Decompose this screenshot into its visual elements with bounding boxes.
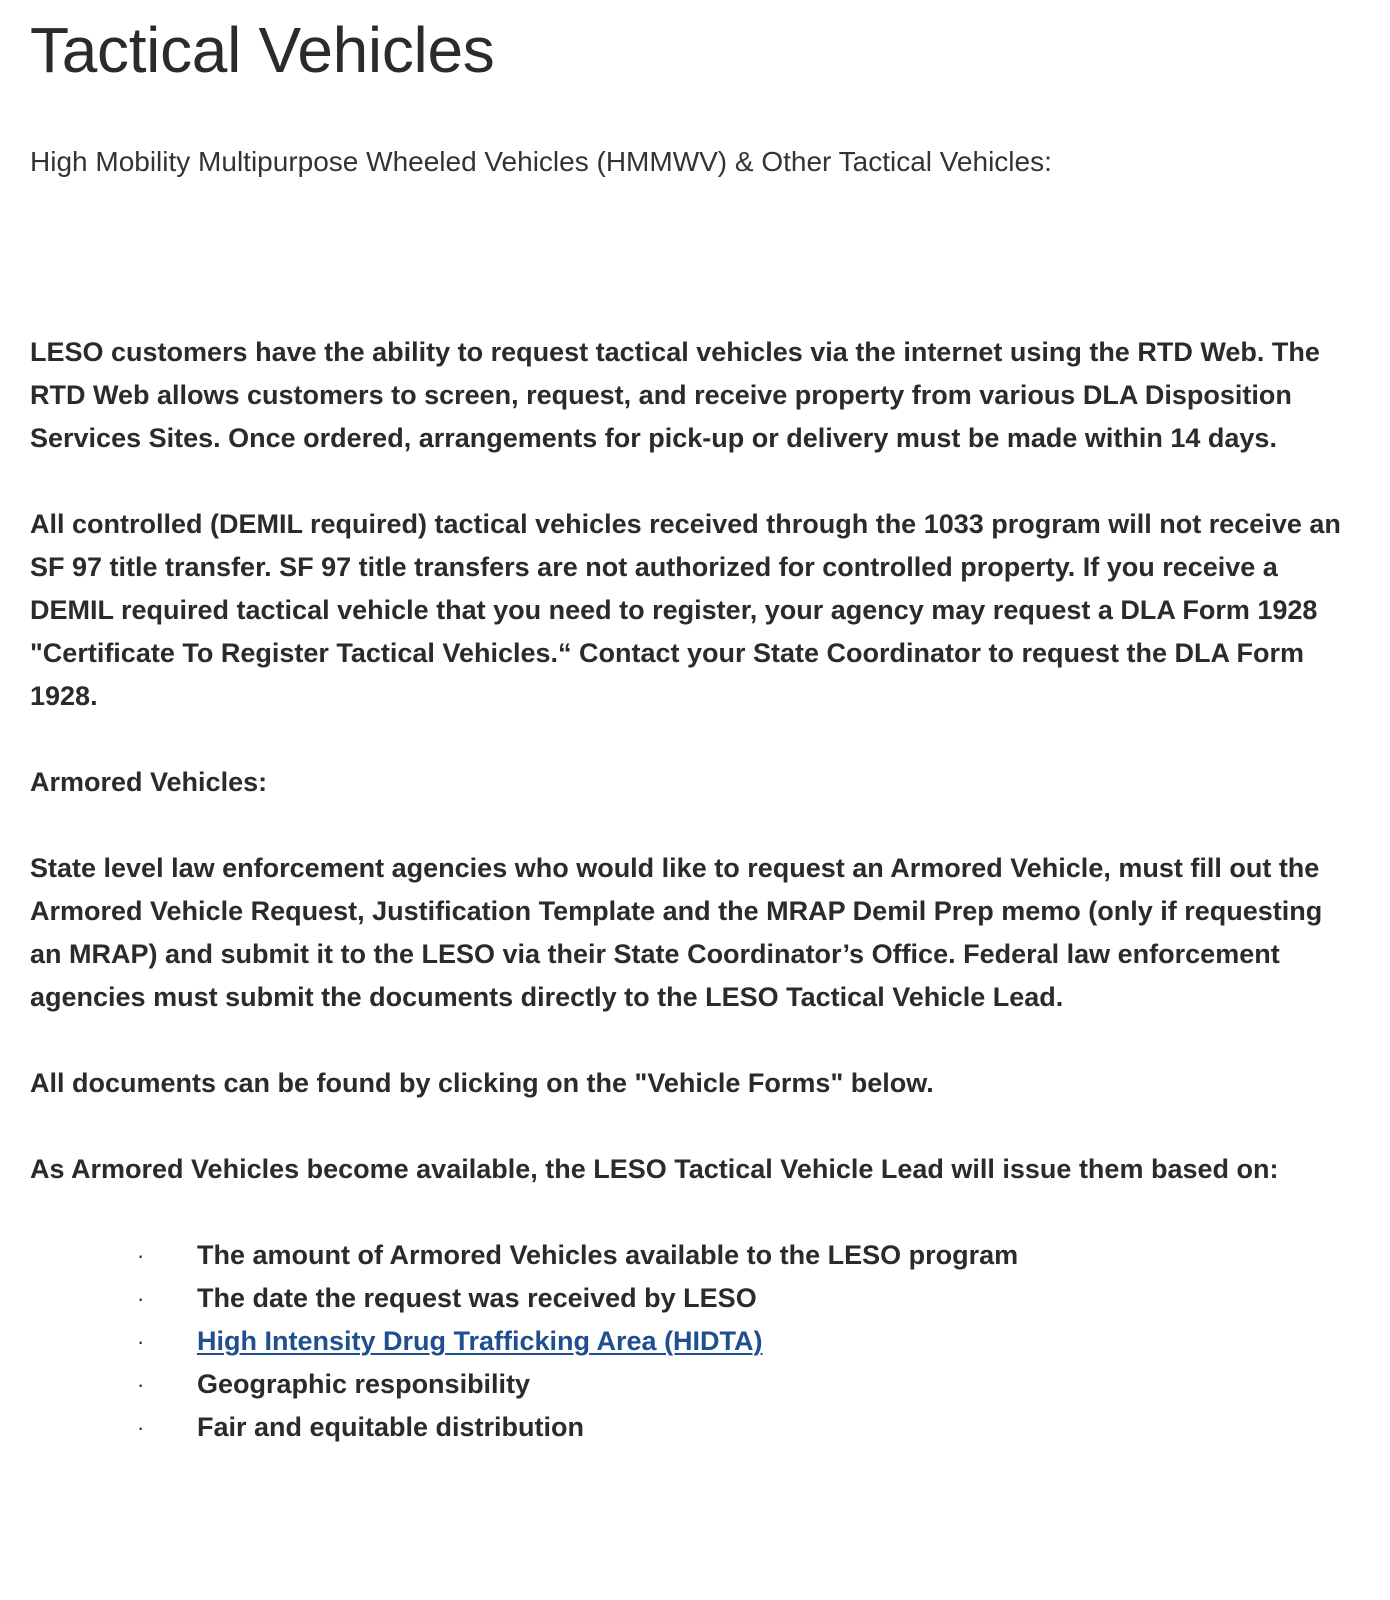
list-item-availability — [30, 1234, 1360, 1277]
bullet-icon: · — [137, 1415, 145, 1440]
paragraph-armored-request: State level law enforcement agencies who would like to request an Armored Vehicle, must fill out the Armored Vehicle Request, Justification Template and the MRAP Demil Prep memo (only if requesting an MRAP) and submit it to the LESO via their State Coordinator’s Office. Federal law enforcement agencies must submit the documents directly to the LESO Tactical Vehicle Lead. — [30, 853, 1323, 1012]
paragraph-title-transfer: All controlled (DEMIL required) tactical vehicles received through the 1033 program will not receive an SF 97 title transfer. SF 97 title transfers are not authorized for controlled property. If you receive a DEMIL required tactical vehicle that you need to register, your agency may request a DLA Form 1928 "Certificate To Register Tactical Vehicles.“ Contact your State Coordinator to request the DLA Form 1928. — [30, 509, 1341, 711]
list-item-label: The amount of Armored Vehicles available to the LESO program — [197, 1240, 1019, 1270]
list-item-label: Geographic responsibility — [197, 1369, 531, 1399]
list-item-label: The date the request was received by LESO — [197, 1283, 757, 1313]
bullet-icon: · — [137, 1372, 145, 1397]
heading-armored-vehicles: Armored Vehicles: — [30, 767, 268, 797]
hidta-link[interactable]: High Intensity Drug Trafficking Area (HIDTA) — [197, 1326, 763, 1356]
list-item-geographic — [30, 1363, 1360, 1406]
bullet-icon: · — [137, 1329, 145, 1354]
list-item-request-date — [30, 1277, 1360, 1320]
bullet-icon: · — [137, 1243, 145, 1268]
page-title: Tactical Vehicles — [30, 14, 495, 86]
list-item-label: Fair and equitable distribution — [197, 1412, 585, 1442]
criteria-list — [30, 1234, 1360, 1449]
paragraph-issue-basis: As Armored Vehicles become available, the LESO Tactical Vehicle Lead will issue them based on: — [30, 1154, 1279, 1184]
section-subtitle-hmmwv: High Mobility Multipurpose Wheeled Vehicles (HMMWV) & Other Tactical Vehicles: — [30, 146, 1052, 177]
bullet-icon: · — [137, 1286, 145, 1311]
paragraph-rtd-web: LESO customers have the ability to request tactical vehicles via the internet using the RTD Web. The RTD Web allows customers to screen, request, and receive property from various DLA Disposition Services Sites. Once ordered, arrangements for pick-up or delivery must be made within 14 days. — [30, 337, 1320, 453]
list-item-hidta — [30, 1320, 1360, 1363]
paragraph-documents: All documents can be found by clicking on the "Vehicle Forms" below. — [30, 1068, 934, 1098]
list-item-distribution — [30, 1406, 1360, 1449]
